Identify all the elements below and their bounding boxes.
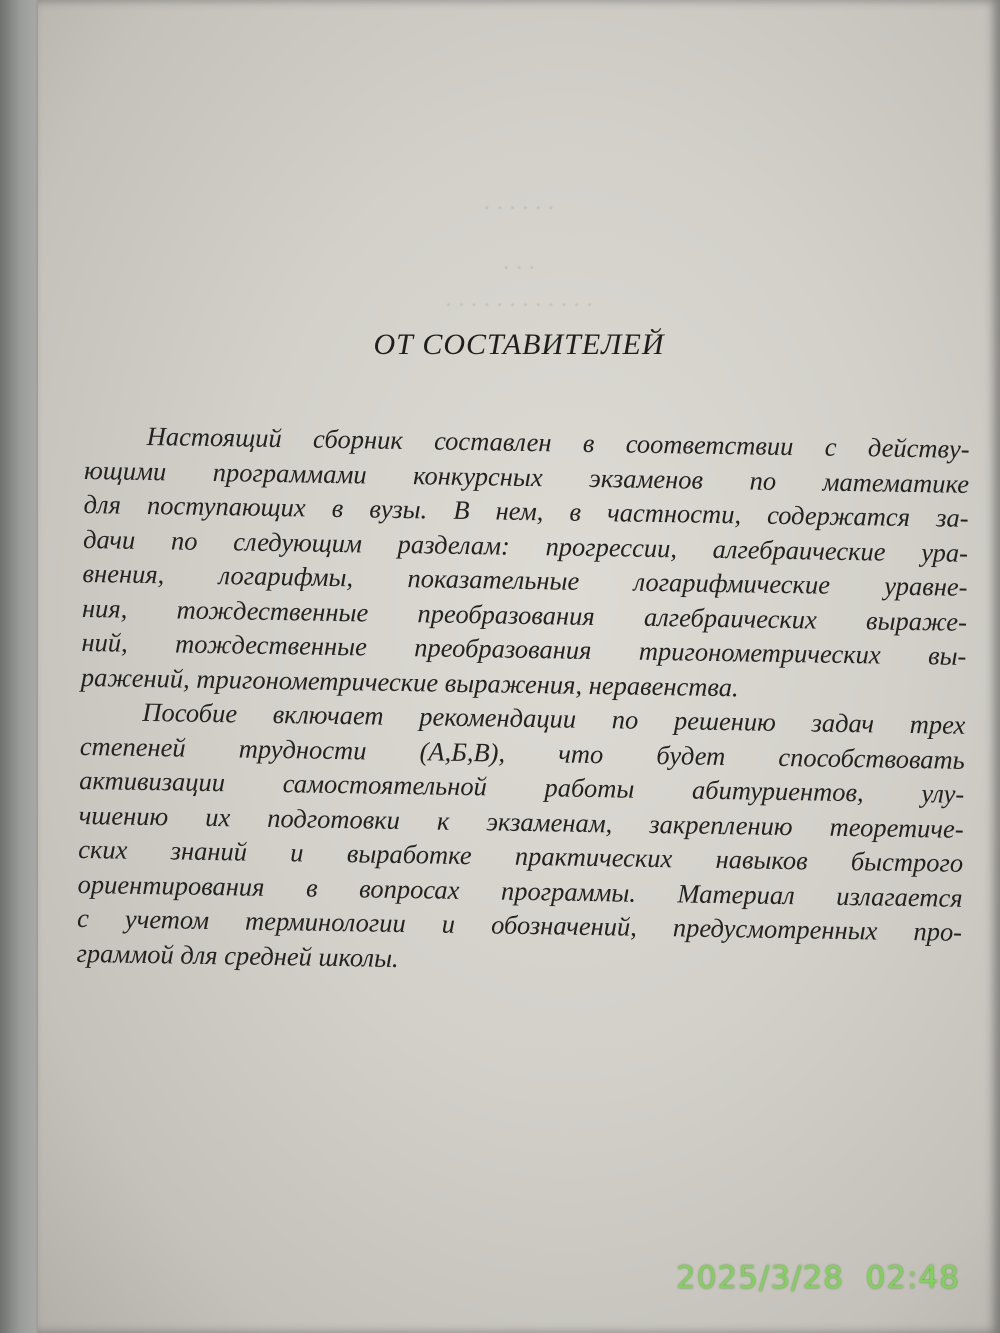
text-line: степеней трудности (А,Б,В), что будет способствовать xyxy=(79,730,965,775)
show-through-text: · · · xyxy=(502,255,536,280)
show-through-text: · · · · · · xyxy=(483,195,555,220)
paragraph xyxy=(76,694,965,984)
text-line: Настоящий сборник составлен в соответствии с действу- xyxy=(146,420,970,464)
text-line: ний, тождественные преобразования тригонометрических вы- xyxy=(81,626,967,671)
text-line: с учетом терминологии и обозначений, предусмотренных про- xyxy=(76,902,963,947)
text-line: внения, логарифмы, показательные логарифмические уравне- xyxy=(82,557,968,602)
text-line: граммой для средней школы. xyxy=(76,937,399,973)
text-line: ориентирования в вопросах программы. Материал излагается xyxy=(77,868,963,913)
text-line: ских знаний и выработке практических навыков быстрого xyxy=(77,833,964,878)
text-line: для поступающих в вузы. В нем, в частности, содержатся за- xyxy=(83,488,969,533)
text-line: ния, тождественные преобразования алгебраических выраже- xyxy=(81,592,968,637)
show-through-text: · · · · · · · · · · · · xyxy=(444,292,594,317)
paragraph xyxy=(81,418,970,708)
text-line: чшению их подготовки к экзаменам, закреплению теоретиче- xyxy=(78,799,964,844)
text-line: ющими программами конкурсных экзаменов по математике xyxy=(83,454,970,499)
text-line: дачи по следующим разделам: прогрессии, алгебраические ура- xyxy=(82,523,969,568)
section-heading: ОТ СОСТАВИТЕЛЕЙ xyxy=(373,328,665,361)
text-line: ражений, тригонометрические выражения, неравенства. xyxy=(80,661,739,702)
photo-timestamp: 2025/3/28 02:48 xyxy=(676,1260,960,1296)
text-line: Пособие включает рекомендации по решению задач трех xyxy=(142,696,966,740)
text-line: активизации самостоятельной работы абитуриентов, улу- xyxy=(79,764,965,809)
body-text xyxy=(76,418,970,984)
